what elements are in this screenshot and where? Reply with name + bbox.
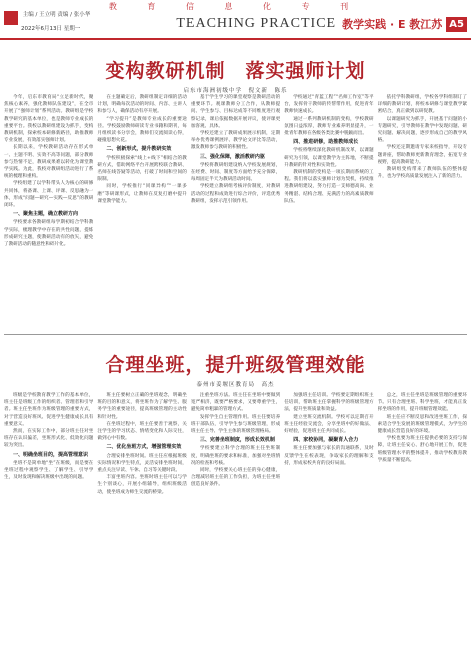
- section-subheading: 二、创新形式，提升教研实效: [106, 146, 172, 153]
- article-body: [4, 392, 467, 668]
- paragraph: 学校还定期邀请专家来校指导，开设专题讲座，帮助教师更新教育理念，拓宽专业视野，提高教研能力。: [377, 145, 468, 165]
- paragraph: “学习提升”是教师专业成长的重要途径。学校鼓励教师研读专业书籍和期刊，每月组织读书分享会，教师们交流阅读心得，碰撞思想火花。: [97, 116, 187, 144]
- section-subheading: 二、优化坐班方式，增强管理实效: [106, 444, 182, 451]
- masthead-editors: 主编 / 王立明 责编 / 张小华: [22, 12, 91, 18]
- paragraph: 学校要建立科学合理的班主任坐班制度，明确坐班的要求和标准，加强对坐班情况的检查和考核。: [190, 446, 281, 466]
- text-column: [191, 94, 280, 330]
- article-divider: [4, 334, 467, 335]
- paragraph: 依托学科教研组，学校各学科组制订了详细的教研计划，将校本研修与课堂教学紧密结合，真正做到以研促教。: [377, 95, 468, 115]
- masthead-top: [0, 0, 471, 11]
- text-column: [4, 392, 93, 668]
- section-subheading: 一、明确坐班目的，提高管理意识: [13, 451, 89, 458]
- paragraph: 以课题研究为抓手，开展基于问题的小专题研究，引导教师在教学中发现问题、研究问题、解决问题，逐步形成自己的教学风格。: [377, 116, 468, 144]
- section-subheading: 三、完善坐班制度，形成长效机制: [199, 437, 275, 444]
- section-subheading: 三、强化保障，激活教研内驱: [199, 153, 265, 160]
- paragraph: 学校也要为班主任提供必要的支持与保障，让班主任安心、舒心地开展工作，促进班级管理水平的整体提升，推动学校教育教学质量不断提高。: [377, 436, 468, 463]
- paragraph: 建立坐班交流机制。学校可以定期召开班主任经验交流会，分享坐班中的好做法、好经验，促进班主任共同成长。: [284, 414, 374, 435]
- paragraph: 通过一系列教研机制的变构，学校教研氛围日益浓厚，教师专业素养明显提升，一批青年教师在各级各类比赛中脱颖而出。: [284, 116, 374, 137]
- section-subheading: 四、推进研修，助推教师成长: [293, 139, 359, 146]
- article-body: [4, 94, 467, 330]
- paragraph: 发挥学生自主管理作用。班主任要培养班干部队伍，引导学生参与班级管理，形成班主任主导、学生主体的班级管理格局。: [190, 414, 281, 435]
- page-number: A5: [446, 17, 467, 32]
- paragraph: 在主题确定后，教研组制定详细的活动计划，明确每次活动的时间、内容、主讲人和参与人，确保活动有序开展。: [97, 95, 187, 115]
- text-column: [97, 392, 186, 668]
- paragraph: 长期以来，学校教研活动存在形式单一、主题不明、实效不高等问题，部分教师参与热情不足，教研成果难以转化为课堂教学实践。为此，我校对教研组活动进行了系统的梳理和重构。: [4, 145, 94, 180]
- paragraph: 班主任要树立正确的坐班观念，明确坐班的目的和意义，将坐班作为了解学生、服务学生的重要途径，提高班级管理的主动性和针对性。: [97, 393, 187, 420]
- section-subheading: 一、聚焦主题，确立教研方向: [13, 211, 79, 218]
- paragraph: 班主任应不断反思和改进坐班工作，探索适合学生发展的班级管理模式，为学生的健康成长营造良好的环境。: [377, 414, 468, 435]
- paragraph: 丰富坐班内容。坐班时班主任可以与学生个别谈心，开展小组辅导，组织班级活动，使坐班成为师生交流的桥梁。: [97, 475, 187, 495]
- paragraph: 合理安排坐班时间。班主任应根据班级实际情况和学生特点，灵活安排坐班时间，重点关注早读、午休、自习等关键时段。: [97, 453, 187, 474]
- article-headline: 变构教研机制 落实强师计划: [105, 60, 366, 82]
- text-column: [284, 392, 373, 668]
- paragraph: 学校还建立了教研成果展示机制，定期举办优秀课例展评、教学论文评比等活动，激发教师参与教研的积极性。: [190, 131, 281, 151]
- paragraph: 今年，启东市教育局“立足新时代，聚焦核心素养，强化教师队伍建设”，在全市开展了“强师计划”系列活动。教研组是学校教学研究的基本单位，也是教师专业成长的重要平台。我校以教研组建设为抓手，变构教研机制，探索校本研修新路径，助推教师专业发展，有效落实强师计划。: [4, 95, 94, 144]
- paragraph: 基于学生学习的课堂观察是教研活动的重要环节。观课教师分工合作，从教师提问、学生参与、目标达成等不同维度进行观察记录，课后依据数据开展评议，使评课更加客观、具体。: [190, 95, 281, 129]
- article-headline: 合理坐班，提升班级管理效能: [105, 354, 366, 376]
- paragraph: 学校积极探索“线上+线下”相结合的教研方式，借助网络平台开展跨校联合教研、名师在线答疑等活动，打破了时间和空间的限制。: [97, 155, 187, 183]
- section-title-cn: 教学实践 · E 教江苏: [342, 18, 443, 31]
- paragraph: 教研机制的变构是一项长期而系统的工程。我们将以落实强师计划为契机，持续推进教研组建设，努力打造一支师德高尚、业务精湛、结构合理、充满活力的高素质教师队伍。: [284, 170, 374, 204]
- article-byline: 泰州市姜堰区教育局 高杰: [196, 382, 275, 388]
- paragraph: 然而，在实际工作中，部分班主任对坐班存在认识偏差，坐班形式化、低效化问题较为突出。: [4, 429, 94, 449]
- paragraph: 同时，学校推行“同课异构”“一课多磨”等研课形式，让教师在反复打磨中提升课堂教学能力。: [97, 184, 187, 204]
- paragraph: 学校要求各教研组每学期初结合学科教学实际，梳理教学中存在的共性问题，提炼形成研究主题，使教研活动有的放矢，避免了教研活动的随意性和碎片化。: [4, 220, 94, 248]
- masthead-slogan: 教 育 信 息 化 专 刊: [108, 2, 363, 11]
- text-column: [378, 94, 467, 330]
- paragraph: 加强班主任培训。学校要定期组织班主任培训，帮助班主任掌握科学的班级管理方法，提升坐班质量和效益。: [284, 393, 374, 413]
- paragraph: 班级是学校教育教学工作的基本单位，班主任是班级工作的组织者、管理者和引导者。班主任坐班作为班级管理的重要方式，对于营造良好班风、促进学生健康成长具有重要意义。: [4, 393, 94, 427]
- article-class-management: [4, 340, 467, 670]
- paragraph: 在坐班过程中，班主任要善于观察，关注学生的学习状态、情绪变化和人际交往，做到心中有数。: [97, 421, 187, 442]
- paragraph: 学校将教研组建设纳入学校发展规划，在经费、时间、制度等方面给予充分保障，每周固定半天为教研活动时间。: [190, 162, 281, 183]
- text-column: [4, 94, 93, 330]
- section-header: [176, 12, 467, 36]
- masthead: [0, 0, 471, 40]
- masthead-info: [4, 11, 124, 33]
- paragraph: 教研组变构带来了教师队伍的整体提升，也为学校高质量发展注入了新的活力。: [377, 167, 468, 180]
- text-column: [97, 94, 186, 330]
- section-subheading: 四、家校协同，凝聚育人合力: [293, 437, 359, 444]
- paragraph: 总之，班主任坐班是班级管理的重要环节。只有合理坐班、科学坐班，才能真正发挥坐班的作用，提升班级管理效能。: [377, 393, 468, 413]
- text-column: [378, 392, 467, 668]
- article-byline: 启东市海洲初级中学 倪文新 陈乐: [183, 88, 288, 94]
- paragraph: 同时，学校要关心班主任的身心健康，合理减轻班主任的工作负担，为班主任坐班创造良好条件。: [190, 468, 281, 488]
- paragraph: 学校建立教研组考核评价制度，对教研活动的过程和成效进行综合评价，评选优秀教研组，发挥示范引领作用。: [190, 184, 281, 204]
- section-title-en: TEACHING PRACTICE: [176, 16, 337, 31]
- text-column: [284, 94, 373, 330]
- article-teaching-research: [4, 46, 467, 332]
- masthead-logo-block: [4, 11, 18, 25]
- paragraph: 学校通过“青蓝工程”“名师工作室”等平台，发挥骨干教师的传帮带作用，促进青年教师快速成长。: [284, 95, 374, 115]
- paragraph: 坐班不是简单地“坐”在班级，而是要在坐班过程中观察学生、了解学生、引导学生，及时发现和解决班级中出现的问题。: [4, 460, 94, 481]
- paragraph: 学校将继续深化教研机制改革，以课题研究为引领，以课堂教学为主阵地，不断提升教研的针对性和实效性。: [284, 148, 374, 168]
- paragraph: 学校组建了以学科带头人为核心的研修共同体，将备课、上课、评课、反思融为一体，形成“问题—研究—实践—反思”的教研闭环。: [4, 181, 94, 209]
- paragraph: 注重坐班方法。班主任在坐班中要做到宽严相济，既要严格要求，又要尊重学生，避免简单粗暴的管理方式。: [190, 393, 281, 413]
- text-column: [191, 392, 280, 668]
- paragraph: 班主任要加强与家长的沟通联系，及时反馈学生在校表现，争取家长的理解和支持，形成家校共育的良好局面。: [284, 446, 374, 466]
- masthead-date: 2022年6月13日 星期一: [21, 26, 81, 32]
